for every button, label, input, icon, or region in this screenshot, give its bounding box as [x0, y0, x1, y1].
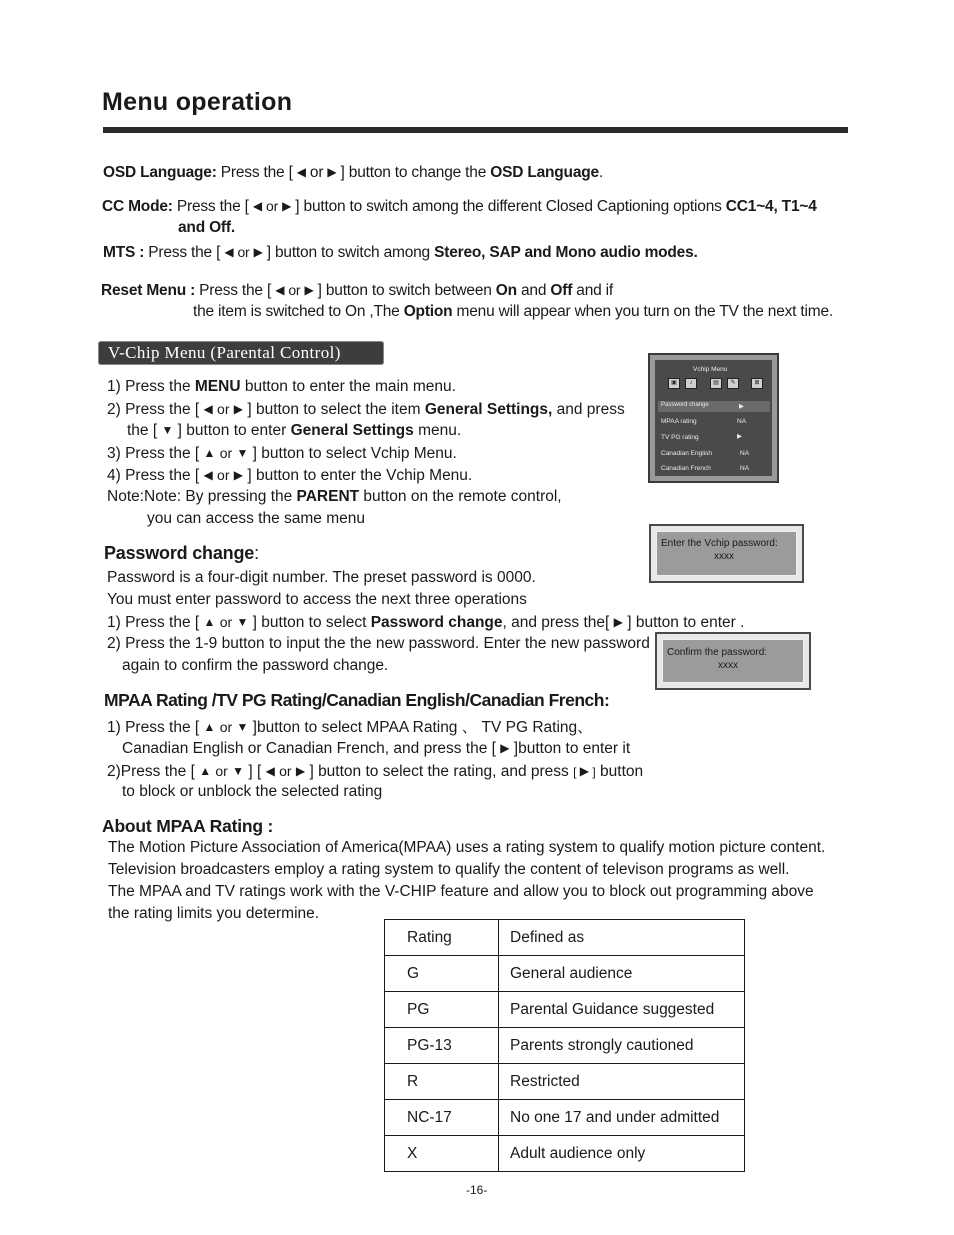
enter-password-label: Enter the Vchip password:: [661, 538, 778, 549]
right-arrow-icon: ▶: [500, 741, 510, 755]
right-arrow-icon: ▶: [295, 764, 306, 778]
osd-row-value: NA: [737, 418, 747, 425]
table-cell: Parental Guidance suggested: [499, 992, 745, 1028]
osd-row-value: NA: [740, 450, 750, 457]
table-header-cell: Rating: [385, 920, 499, 956]
down-arrow-icon: ▼: [161, 423, 174, 437]
lock-icon: ⊠: [751, 378, 763, 389]
osd-row-label: Canadian French: [661, 465, 711, 472]
setup-icon: ▤: [710, 378, 722, 389]
picture-icon: ▣: [668, 378, 680, 389]
right-arrow-icon: ▶: [233, 402, 244, 416]
confirm-password-screen: [655, 632, 811, 690]
osd-row-label: TV PG rating: [661, 434, 699, 441]
table-cell: General audience: [499, 956, 745, 992]
up-arrow-icon: ▲: [199, 764, 212, 778]
down-arrow-icon: ▼: [232, 764, 245, 778]
table-cell: R: [385, 1064, 499, 1100]
title-rule: [103, 127, 848, 133]
up-arrow-icon: ▲: [203, 446, 216, 460]
table-cell: X: [385, 1136, 499, 1172]
left-arrow-icon: ◀: [252, 199, 262, 213]
osd-row-label: Canadian English: [661, 450, 712, 457]
password-line-1: Password is a four-digit number. The preset password is 0000.: [107, 569, 536, 586]
table-cell: PG: [385, 992, 499, 1028]
down-arrow-icon: ▼: [236, 720, 249, 734]
mpaa-line-1: 1) Press the [ ▲ or ▼ ]button to select MPAA Rating 、 TV PG Rating、: [107, 719, 593, 736]
osd-menu-title: Vchip Menu: [693, 366, 728, 373]
right-arrow-icon: ▶: [282, 199, 292, 213]
down-arrow-icon: ▼: [236, 615, 249, 629]
confirm-password-label: Confirm the password:: [667, 647, 768, 658]
left-arrow-icon: ◀: [265, 764, 275, 778]
right-arrow-icon: ▶: [579, 764, 590, 778]
page-title: Menu operation: [102, 88, 293, 116]
table-row: [385, 1028, 745, 1064]
reset-menu-line2: the item is switched to On ,The Option menu will appear when you turn on the TV the next time.: [193, 303, 833, 320]
table-row: [385, 992, 745, 1028]
vchip-note-2: you can access the same menu: [147, 510, 365, 527]
table-cell: Restricted: [499, 1064, 745, 1100]
about-mpaa-heading: About MPAA Rating :: [102, 816, 274, 836]
password-line-4: 2) Press the 1-9 button to input the the new password. Enter the new password: [107, 635, 650, 652]
vchip-step-2b: the [ ▼ ] button to enter General Settings menu.: [127, 422, 462, 439]
table-cell: Adult audience only: [499, 1136, 745, 1172]
up-arrow-icon: ▲: [203, 615, 216, 629]
left-arrow-icon: ◀: [203, 402, 213, 416]
password-change-heading: Password change:: [104, 543, 259, 563]
about-mpaa-p4: the rating limits you determine.: [108, 905, 320, 922]
vchip-step-1: 1) Press the MENU button to enter the main menu.: [107, 378, 456, 395]
right-arrow-icon: ▶: [613, 615, 623, 629]
table-cell: NC-17: [385, 1100, 499, 1136]
table-row: [385, 956, 745, 992]
vchip-note: Note:Note: By pressing the PARENT button on the remote control,: [107, 488, 562, 505]
channel-icon: ✎: [727, 378, 739, 389]
password-line-3: 1) Press the [ ▲ or ▼ ] button to select Password change, and press the[ ▶ ] button to enter .: [107, 614, 745, 631]
right-arrow-icon: ▶: [253, 245, 263, 259]
right-arrow-icon: ▶: [327, 165, 337, 179]
cc-mode-line2: and Off.: [178, 219, 235, 236]
rating-table: [384, 919, 745, 1172]
table-header-row: [385, 920, 745, 956]
enter-password-value: xxxx: [714, 551, 734, 562]
reset-menu-line: Reset Menu : Press the [ ◀ or ▶ ] button to switch between On and Off and if: [101, 282, 613, 299]
left-arrow-icon: ◀: [296, 165, 306, 179]
about-mpaa-p2: Television broadcasters employ a rating system to qualify the content of televison programs as well.: [108, 861, 790, 878]
osd-row-value: NA: [740, 465, 750, 472]
vchip-step-3: 3) Press the [ ▲ or ▼ ] button to select Vchip Menu.: [107, 445, 457, 462]
table-row: [385, 1136, 745, 1172]
page-number: -16-: [466, 1183, 488, 1197]
password-line-2: You must enter password to access the next three operations: [107, 591, 527, 608]
table-cell: G: [385, 956, 499, 992]
vchip-step-4: 4) Press the [ ◀ or ▶ ] button to enter the Vchip Menu.: [107, 467, 473, 484]
table-header-cell: Defined as: [499, 920, 745, 956]
osd-language-line: OSD Language: Press the [ ◀ or ▶ ] button to change the OSD Language.: [103, 164, 604, 181]
osd-row-value: ▶: [737, 433, 742, 440]
osd-row-label: Password change: [661, 402, 709, 408]
about-mpaa-p3: The MPAA and TV ratings work with the V-CHIP feature and allow you to block out programming above: [108, 883, 814, 900]
osd-row-label: MPAA rating: [661, 418, 697, 425]
up-arrow-icon: ▲: [203, 720, 216, 734]
audio-icon: ♪: [685, 378, 697, 389]
right-arrow-icon: ▶: [233, 468, 244, 482]
password-line-5: again to confirm the password change.: [122, 657, 389, 674]
osd-row-value: ▶: [739, 403, 744, 410]
mpaa-section-heading: MPAA Rating /TV PG Rating/Canadian English/Canadian French:: [104, 690, 610, 710]
table-row: [385, 1100, 745, 1136]
table-cell: No one 17 and under admitted: [499, 1100, 745, 1136]
table-cell: PG-13: [385, 1028, 499, 1064]
table-row: [385, 1064, 745, 1100]
right-arrow-icon: ▶: [304, 283, 314, 297]
cc-mode-line: CC Mode: Press the [ ◀ or ▶ ] button to switch among the different Closed Captioning options CC1~4, T1~4: [102, 198, 817, 215]
vchip-menu-screen: [648, 353, 779, 483]
enter-password-screen: [649, 524, 804, 583]
table-cell: Parents strongly cautioned: [499, 1028, 745, 1064]
vchip-step-2: 2) Press the [ ◀ or ▶ ] button to select the item General Settings, and press: [107, 401, 625, 418]
down-arrow-icon: ▼: [236, 446, 249, 460]
left-arrow-icon: ◀: [275, 283, 285, 297]
mpaa-line-2: Canadian English or Canadian French, and press the [ ▶ ]button to enter it: [122, 740, 631, 757]
about-mpaa-p1: The Motion Picture Association of America(MPAA) uses a rating system to qualify motion picture content.: [108, 839, 826, 856]
left-arrow-icon: ◀: [224, 245, 234, 259]
vchip-section-banner: V-Chip Menu (Parental Control): [98, 341, 384, 365]
mpaa-line-3: 2)Press the [ ▲ or ▼ ] [ ◀ or ▶ ] button to select the rating, and press [ ▶ ] button: [107, 763, 644, 780]
mpaa-line-4: to block or unblock the selected rating: [122, 783, 383, 800]
confirm-password-value: xxxx: [718, 660, 738, 671]
left-arrow-icon: ◀: [203, 468, 213, 482]
mts-line: MTS : Press the [ ◀ or ▶ ] button to switch among Stereo, SAP and Mono audio modes.: [103, 244, 698, 261]
